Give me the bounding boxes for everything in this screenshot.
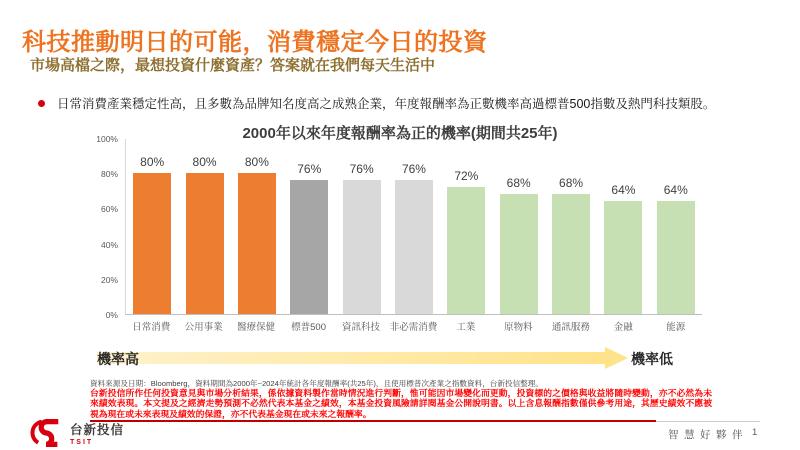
x-axis-label: 公用事業 [184,322,223,333]
page-number: 1 [752,427,758,438]
bar-group [545,176,597,314]
bar-value-label: 68% [506,176,531,190]
bar-value-label: 80% [244,155,269,169]
y-axis-tick: 100% [96,134,118,144]
x-axis-label: 日常消費 [132,322,171,333]
bar-value-label: 64% [663,183,688,197]
bar [500,194,538,314]
chart-title: 2000年以來年度報酬率為正的機率(期間共25年) [242,125,558,142]
probability-low-label: 機率低 [631,351,673,367]
bar [552,194,590,314]
x-axis-label: 醫療保健 [237,322,276,333]
bar [447,187,485,314]
bar-value-label: 76% [401,162,426,176]
logo-name: 台新投信 [70,423,125,437]
bar [657,201,695,314]
bullet-point [38,94,790,112]
y-axis-tick: 20% [100,274,118,285]
x-axis-label: 工業 [456,322,476,333]
probability-arrow-head-icon [605,347,628,369]
bar-value-label: 64% [611,183,636,197]
company-slogan: 智慧好夥伴 [668,429,748,441]
bar-group [650,183,702,314]
bar-group [126,155,178,314]
x-axis-label: 原物料 [504,322,533,333]
logo-sub: TSIT [70,439,94,446]
bar [604,201,642,314]
bar-group [179,155,231,314]
taishin-logo-text [70,420,124,446]
y-axis-tick: 60% [100,204,118,215]
bar-group [597,183,649,314]
x-axis-label: 標普500 [291,322,326,333]
disclaimer-text: 台新投信所作任何投資意見與市場分析結果，係依據資料製作當時情況進行判斷，惟可能因市場變化而更動，投資標的之價格與收益將隨時變動，亦不必然為未來績效表現。本文提及之經濟走勢預測不必然代表本基金之績效，本基金投資風險請詳閱基金公開說明書。以上含息報酬指數僅供參考用途，其歷史績效不應被視為現在或未來表現及績效的保證，亦不代表基金現在或未來之報酬率。 [90,388,712,419]
bar-value-label: 76% [349,162,374,176]
bar [186,173,224,314]
chart-x-labels [125,319,702,333]
bar-group [283,162,335,314]
x-axis-label: 能源 [666,322,686,333]
bar-group [336,162,388,314]
bar-value-label: 80% [140,155,165,169]
chart-plot-area [125,139,702,315]
bar-value-label: 80% [192,155,217,169]
x-axis-label: 通訊服務 [551,322,590,333]
bullet-icon [38,100,45,107]
bullet-text: 日常消費產業穩定性高，且多數為品牌知名度高之成熟企業，年度報酬率為正數機率高過標普500指數及熱門科技類股。 [57,97,716,111]
probability-arrow-zone [0,344,800,370]
chart-y-axis [88,134,120,324]
page-subtitle: 市場高檔之際，最想投資什麼資產？答案就在我們每天生活中 [30,57,436,74]
page-title: 科技推動明日的可能，消費穩定今日的投資 [22,29,488,56]
y-axis-tick: 0% [105,310,118,320]
disclaimer-underline [90,420,656,422]
bar-value-label: 72% [454,169,479,183]
x-axis-label: 資訊科技 [342,322,381,333]
probability-high-label: 機率高 [97,351,139,367]
taishin-logo-icon [28,419,64,447]
bar [395,180,433,314]
bar [290,180,328,314]
y-axis-tick: 40% [100,239,118,250]
bar-value-label: 68% [559,176,584,190]
x-axis-label: 金融 [613,322,633,333]
bar-chart [88,120,712,345]
bar-group [440,169,492,314]
source-note: 資料來源及日期：Bloomberg，資料期間為2000年~2024年統計各年度報酬率(共25年)，且使用標普次產業之指數資料，台新投信整理。 [90,379,543,388]
probability-arrow-body [97,352,605,364]
bar [343,180,381,314]
bar [133,173,171,314]
bar-value-label: 76% [297,162,322,176]
y-axis-tick: 80% [100,169,118,180]
taishin-logo [28,419,124,447]
bar [238,173,276,314]
bar-group [493,176,545,314]
x-axis-label: 非必需消費 [389,322,438,333]
bar-group [231,155,283,314]
bar-group [388,162,440,314]
